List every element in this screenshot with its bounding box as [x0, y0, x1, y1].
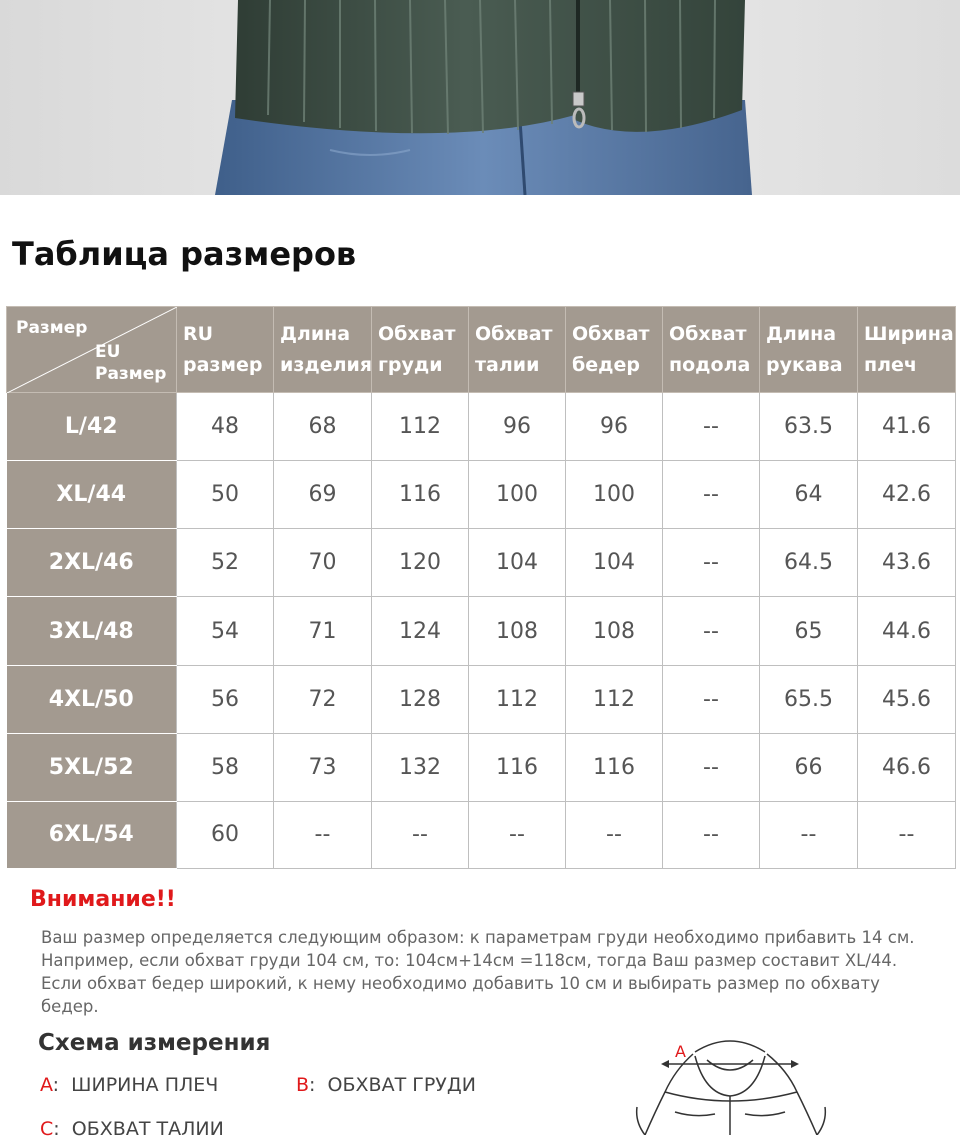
- cell: 96: [566, 393, 663, 461]
- corner-label-size: Размер: [16, 318, 88, 338]
- attention-heading: Внимание!!: [30, 887, 176, 912]
- legend-item-c: C: ОБХВАТ ТАЛИИ: [40, 1118, 224, 1140]
- measurement-heading: Схема измерения: [38, 1030, 271, 1056]
- cell: 64.5: [760, 529, 858, 597]
- header-hem: Обхват подола: [663, 307, 760, 393]
- cell: 50: [177, 461, 274, 529]
- cell: --: [566, 801, 663, 868]
- cell: --: [663, 733, 760, 801]
- legend-key: A: [40, 1074, 53, 1096]
- cell: 112: [566, 665, 663, 733]
- header-length: Длина изделия: [274, 307, 372, 393]
- cell: 48: [177, 393, 274, 461]
- cell: 46.6: [858, 733, 956, 801]
- table-row: [7, 393, 956, 461]
- legend-item-b: B: ОБХВАТ ГРУДИ: [296, 1074, 476, 1096]
- cell: 65: [760, 597, 858, 665]
- cell: 63.5: [760, 393, 858, 461]
- size-label: 3XL/48: [7, 597, 177, 665]
- cell: 104: [566, 529, 663, 597]
- header-ru-size: RU размер: [177, 307, 274, 393]
- corner-header: [7, 307, 177, 393]
- corner-label-eu-size: Размер: [95, 364, 167, 384]
- legend-item-a: A: ШИРИНА ПЛЕЧ: [40, 1074, 219, 1096]
- cell: 56: [177, 665, 274, 733]
- cell: 65.5: [760, 665, 858, 733]
- cell: --: [760, 801, 858, 868]
- cell: --: [469, 801, 566, 868]
- cell: 108: [469, 597, 566, 665]
- cell: 112: [469, 665, 566, 733]
- cell: 60: [177, 801, 274, 868]
- size-label: L/42: [7, 393, 177, 461]
- cell: 71: [274, 597, 372, 665]
- cell: --: [274, 801, 372, 868]
- cell: 73: [274, 733, 372, 801]
- size-label: XL/44: [7, 461, 177, 529]
- attention-text: Ваш размер определяется следующим образом: к параметрам груди необходимо прибавить 14 см. Например, если обхват груди 104 см, то: 104см+14см =118см, тогда Ваш размер составит XL/44. Если обхват бедер широкий, к нему необходимо добавить 10 см и выбирать размер по обхвату бедер.: [41, 928, 915, 1016]
- cell: --: [663, 393, 760, 461]
- size-label: 5XL/52: [7, 733, 177, 801]
- cell: 54: [177, 597, 274, 665]
- cell: 132: [372, 733, 469, 801]
- table-row: [7, 733, 956, 801]
- header-shoulders: Ширина плеч: [858, 307, 956, 393]
- legend-label: ОБХВАТ ГРУДИ: [327, 1074, 476, 1096]
- table-row: [7, 597, 956, 665]
- cell: 44.6: [858, 597, 956, 665]
- table-row: [7, 461, 956, 529]
- legend-label: ОБХВАТ ТАЛИИ: [71, 1118, 224, 1140]
- cell: 100: [566, 461, 663, 529]
- size-label: 6XL/54: [7, 801, 177, 868]
- size-chart-table: [6, 306, 956, 869]
- table-row: [7, 529, 956, 597]
- cell: --: [663, 801, 760, 868]
- cell: 64: [760, 461, 858, 529]
- cell: 41.6: [858, 393, 956, 461]
- cell: --: [663, 597, 760, 665]
- table-row: [7, 801, 956, 868]
- cell: 120: [372, 529, 469, 597]
- cell: 45.6: [858, 665, 956, 733]
- header-hips: Обхват бедер: [566, 307, 663, 393]
- cell: 70: [274, 529, 372, 597]
- cell: 108: [566, 597, 663, 665]
- cell: 66: [760, 733, 858, 801]
- jacket-photo-illustration: [0, 0, 960, 195]
- cell: --: [663, 461, 760, 529]
- cell: --: [663, 665, 760, 733]
- cell: 52: [177, 529, 274, 597]
- cell: 72: [274, 665, 372, 733]
- cell: 124: [372, 597, 469, 665]
- jacket-outline-illustration: [575, 1032, 885, 1135]
- size-label: 4XL/50: [7, 665, 177, 733]
- product-photo: [0, 0, 960, 195]
- cell: 116: [469, 733, 566, 801]
- page-title: Таблица размеров: [12, 235, 357, 273]
- cell: 96: [469, 393, 566, 461]
- table-header-row: [7, 307, 956, 393]
- header-waist: Обхват талии: [469, 307, 566, 393]
- cell: 104: [469, 529, 566, 597]
- cell: 43.6: [858, 529, 956, 597]
- cell: 116: [566, 733, 663, 801]
- header-chest: Обхват груди: [372, 307, 469, 393]
- legend-label: ШИРИНА ПЛЕЧ: [71, 1074, 219, 1096]
- cell: --: [372, 801, 469, 868]
- corner-label-eu: EU: [95, 342, 121, 362]
- cell: 58: [177, 733, 274, 801]
- jacket-measurement-diagram: [575, 1032, 885, 1139]
- cell: --: [663, 529, 760, 597]
- cell: 68: [274, 393, 372, 461]
- table-row: [7, 665, 956, 733]
- cell: 42.6: [858, 461, 956, 529]
- size-label: 2XL/46: [7, 529, 177, 597]
- header-sleeve: Длина рукава: [760, 307, 858, 393]
- cell: 112: [372, 393, 469, 461]
- diagram-marker-a: A: [675, 1042, 686, 1061]
- cell: 100: [469, 461, 566, 529]
- cell: --: [858, 801, 956, 868]
- legend-key: B: [296, 1074, 310, 1096]
- legend-key: C: [40, 1118, 54, 1140]
- cell: 128: [372, 665, 469, 733]
- cell: 116: [372, 461, 469, 529]
- cell: 69: [274, 461, 372, 529]
